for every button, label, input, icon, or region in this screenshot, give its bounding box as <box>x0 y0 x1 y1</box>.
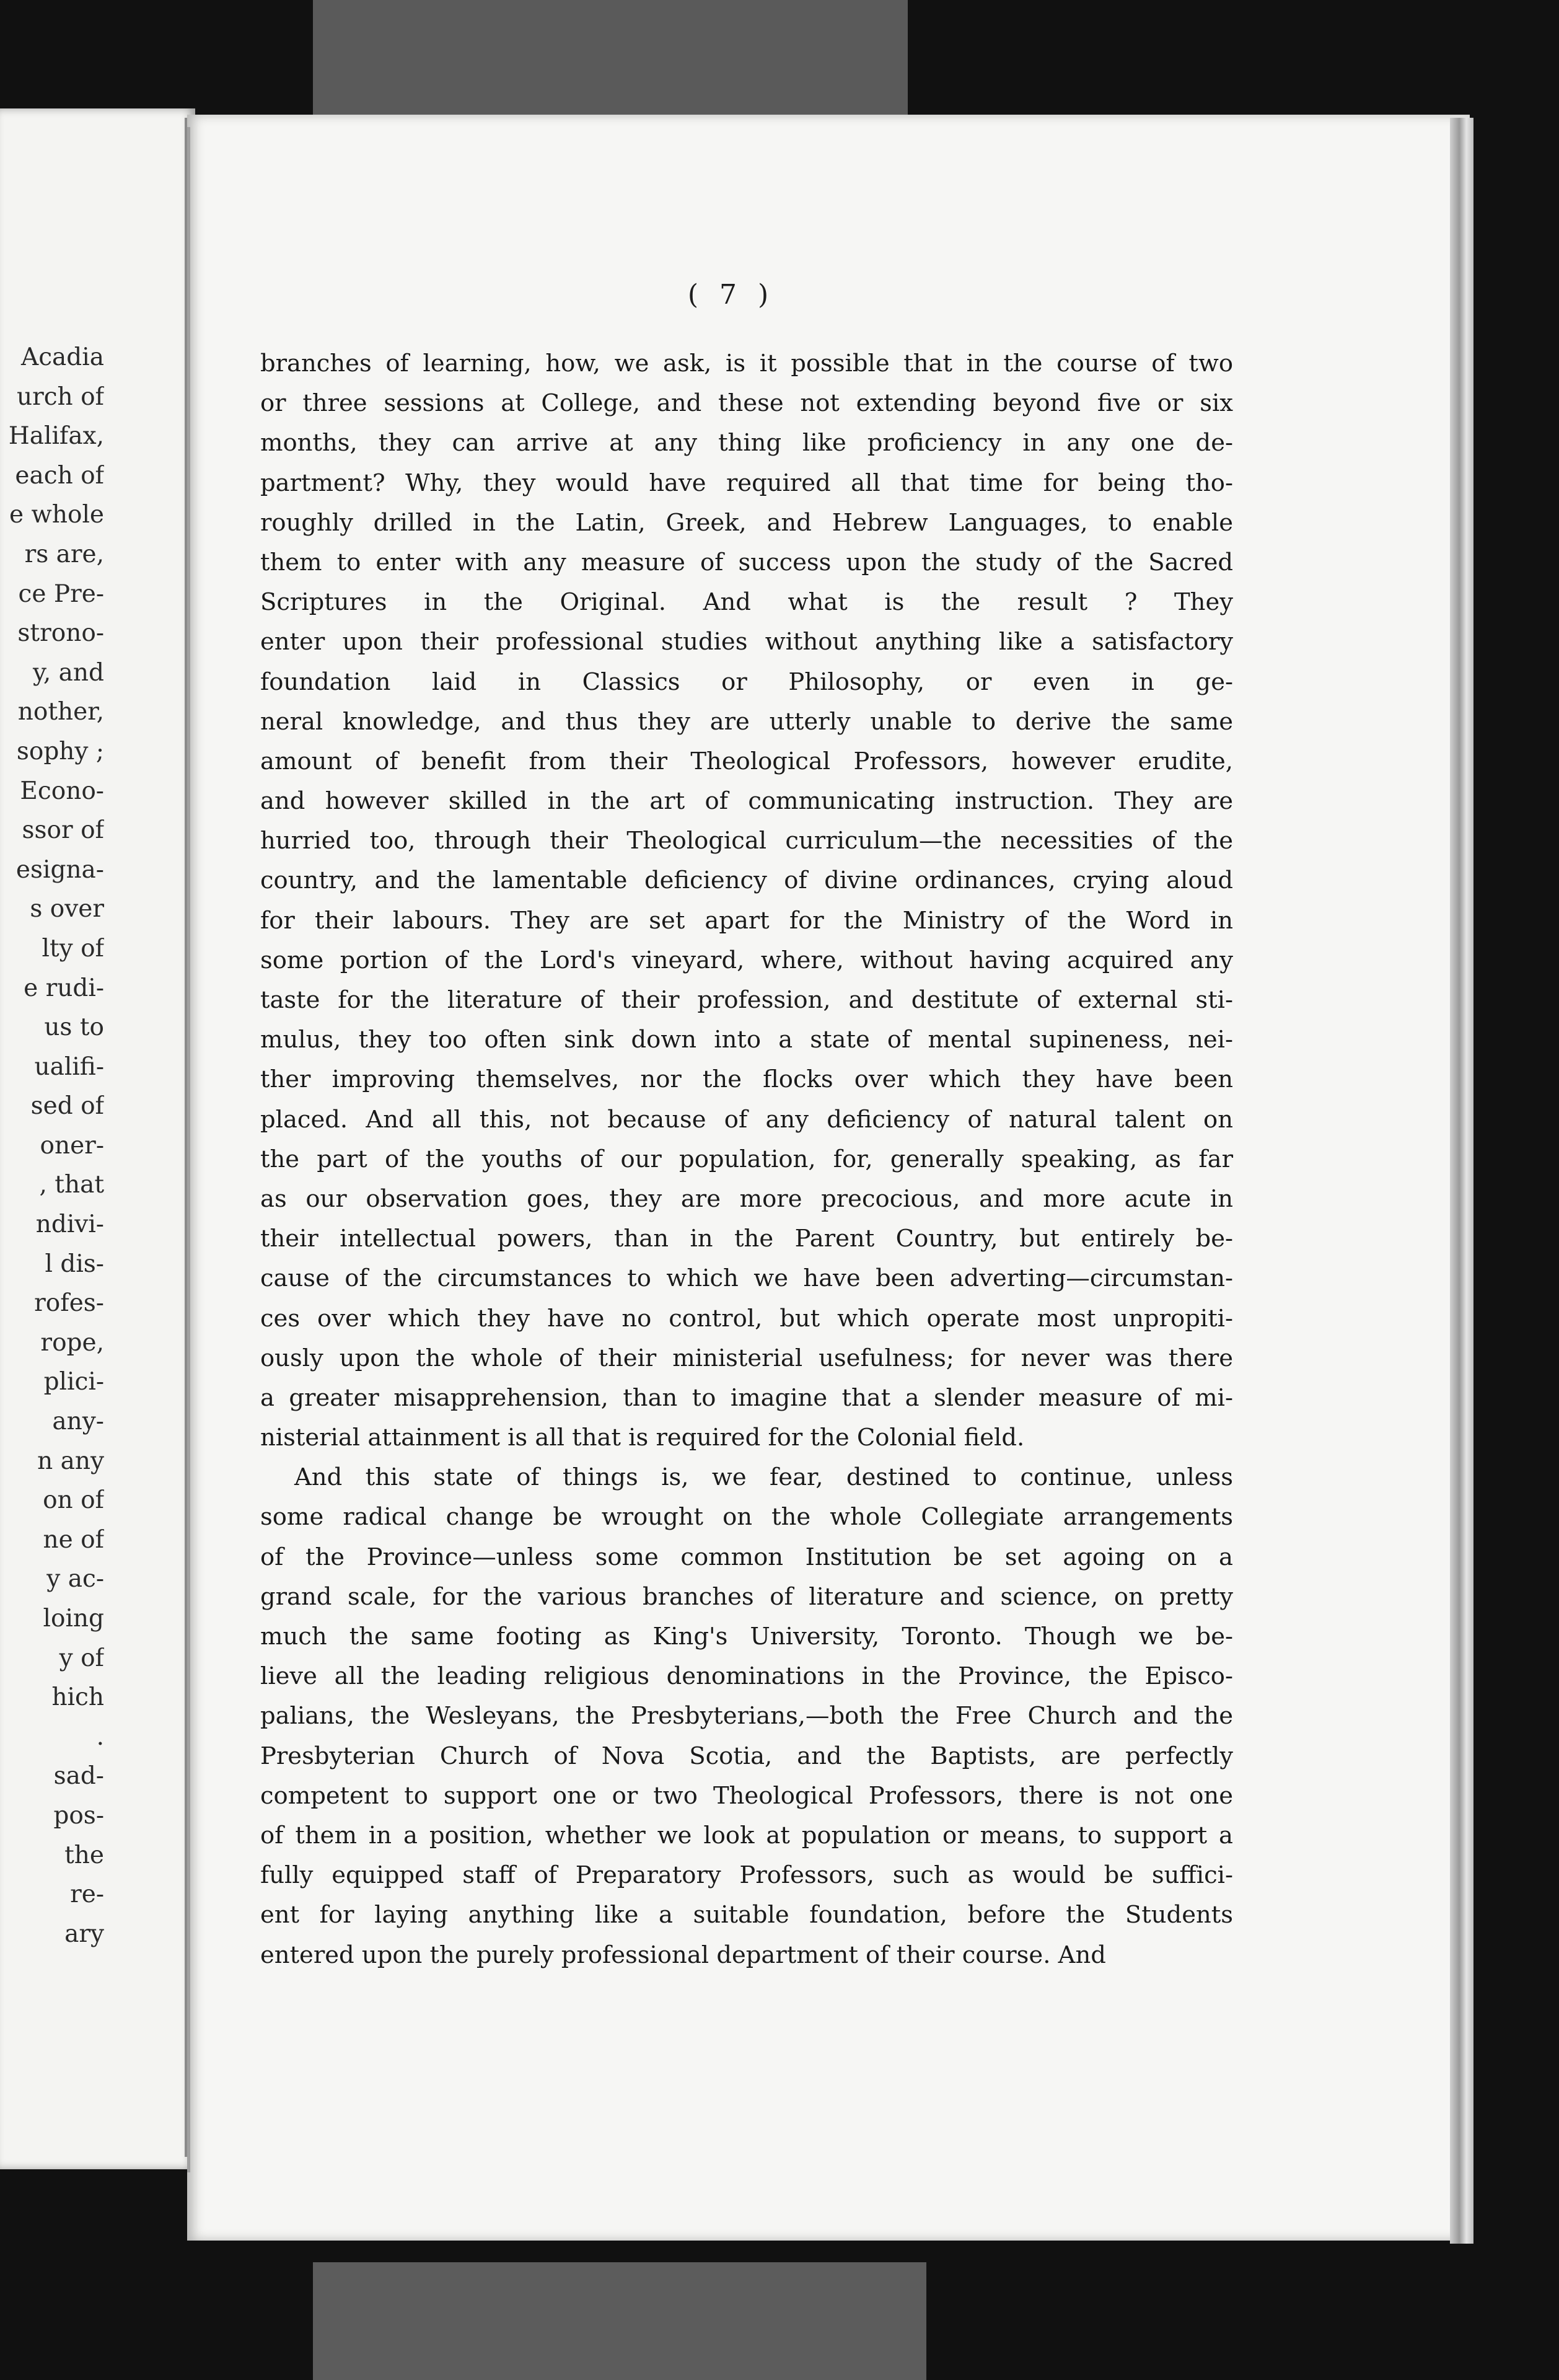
text-line: some radical change be wrought on the whole Collegiate arrangements <box>260 1503 1233 1532</box>
left-page-fragment: ndivi- <box>35 1210 104 1239</box>
scanner-clamp-bottom <box>313 2262 926 2380</box>
text-line: competent to support one or two Theological Professors, there is not one <box>260 1781 1233 1810</box>
left-page-fragment: sed of <box>30 1092 104 1121</box>
left-page-fragment: rope, <box>40 1328 104 1357</box>
left-page-fragment: us to <box>44 1013 104 1042</box>
left-page-fragment: ualifi- <box>34 1052 104 1081</box>
text-line: or three sessions at College, and these not extending beyond five or six <box>260 389 1233 418</box>
left-page-fragment: e rudi- <box>24 974 104 1002</box>
text-line: placed. And all this, not because of any deficiency of natural talent on <box>260 1105 1233 1134</box>
paragraph-1 <box>260 344 1233 1458</box>
text-line: taste for the literature of their profession, and destitute of external sti- <box>260 986 1233 1014</box>
text-line: hurried too, through their Theological curriculum—the necessities of the <box>260 827 1233 855</box>
text-line: much the same footing as King's University, Toronto. Though we be- <box>260 1623 1233 1651</box>
left-page-fragment: the <box>64 1841 104 1869</box>
page-number: ( 7 ) <box>687 279 775 311</box>
left-page-fragment: each of <box>15 461 104 490</box>
left-page-fragment: urch of <box>16 382 104 411</box>
left-page-fragment: pos- <box>53 1801 104 1830</box>
text-line: ther improving themselves, nor the flocks over which they have been <box>260 1065 1233 1094</box>
text-line: ces over which they have no control, but which operate most unpropiti- <box>260 1304 1233 1333</box>
left-page-fragment: rofes- <box>34 1289 104 1318</box>
text-line: the part of the youths of our population, for, generally speaking, as far <box>260 1145 1233 1173</box>
text-line: fully equipped staff of Preparatory Professors, such as would be suffici- <box>260 1861 1233 1890</box>
left-page-fragment: nother, <box>17 698 104 726</box>
left-page-fragment: on of <box>43 1486 104 1515</box>
left-page-fragment: rs are, <box>24 540 104 568</box>
left-page-fragment: n any <box>37 1447 104 1475</box>
text-line: ent for laying anything like a suitable foundation, before the Students <box>260 1901 1233 1929</box>
left-page-fragment: , that <box>39 1171 104 1199</box>
text-line: amount of benefit from their Theological Professors, however erudite, <box>260 747 1233 775</box>
left-page-fragment: lty of <box>42 934 104 963</box>
text-line: partment? Why, they would have required all that time for being tho- <box>260 469 1233 497</box>
left-page-fragment: sophy ; <box>16 737 104 765</box>
text-line: grand scale, for the various branches of literature and science, on pretty <box>260 1582 1233 1611</box>
text-line: months, they can arrive at any thing like proficiency in any one de- <box>260 429 1233 457</box>
text-line: of the Province—unless some common Institution be set agoing on a <box>260 1543 1233 1571</box>
body-text <box>260 344 1233 1975</box>
left-page-fragment: ary <box>64 1919 104 1948</box>
text-line: a greater misapprehension, than to imagine that a slender measure of mi- <box>260 1383 1233 1412</box>
paragraph-2 <box>260 1458 1233 1975</box>
left-page-fragment: Acadia <box>21 343 104 371</box>
text-line: for their labours. They are set apart for the Ministry of the Word in <box>260 906 1233 935</box>
left-page-text-fragments <box>0 338 104 1954</box>
text-line: mulus, they too often sink down into a state of mental supineness, nei- <box>260 1026 1233 1054</box>
left-page-fragment: e whole <box>9 501 104 529</box>
text-line: roughly drilled in the Latin, Greek, and Hebrew Languages, to enable <box>260 508 1233 537</box>
left-page-fragment: oner- <box>40 1131 104 1160</box>
text-line: as our observation goes, they are more precocious, and more acute in <box>260 1184 1233 1213</box>
left-page-fragment: ne of <box>43 1525 104 1554</box>
left-page-fragment: Halifax, <box>8 422 104 451</box>
text-line: ously upon the whole of their ministerial usefulness; for never was there <box>260 1344 1233 1372</box>
left-page-fragment: sad- <box>53 1762 104 1791</box>
text-line: lieve all the leading religious denominations in the Province, the Episco- <box>260 1662 1233 1691</box>
text-line: And this state of things is, we fear, destined to continue, unless <box>294 1463 1233 1492</box>
text-line: of them in a position, whether we look at population or means, to support a <box>260 1821 1233 1849</box>
left-page-fragment: s over <box>30 895 104 923</box>
text-line: Scriptures in the Original. And what is the result ? They <box>260 588 1233 617</box>
text-line: some portion of the Lord's vineyard, where, without having acquired any <box>260 946 1233 974</box>
left-page-fragment: y ac- <box>46 1565 104 1593</box>
left-page-fragment: re- <box>70 1880 104 1909</box>
left-page-fragment: hich <box>51 1683 104 1712</box>
left-page-fragment: l dis- <box>45 1250 104 1278</box>
left-page-fragment: y of <box>59 1644 104 1672</box>
text-line: country, and the lamentable deficiency of divine ordinances, crying aloud <box>260 866 1233 895</box>
text-line: their intellectual powers, than in the Parent Country, but entirely be- <box>260 1225 1233 1253</box>
text-line: cause of the circumstances to which we have been adverting—circumstan- <box>260 1264 1233 1293</box>
text-line: Presbyterian Church of Nova Scotia, and the Baptists, are perfectly <box>260 1742 1233 1770</box>
text-line: palians, the Wesleyans, the Presbyterians,—both the Free Church and the <box>260 1702 1233 1730</box>
text-line: entered upon the purely professional department of their course. And <box>260 1941 1106 1969</box>
text-line: branches of learning, how, we ask, is it possible that in the course of two <box>260 350 1233 377</box>
text-line: neral knowledge, and thus they are utterly unable to derive the same <box>260 707 1233 736</box>
left-page-fragment: strono- <box>17 619 104 648</box>
left-page-fragment: y, and <box>33 658 104 687</box>
scanner-clamp-top <box>313 0 908 115</box>
left-page-fragment: plici- <box>43 1368 104 1396</box>
text-line: nisterial attainment is all that is required for the Colonial field. <box>260 1424 1025 1452</box>
right-page-edge <box>1450 118 1473 2244</box>
book-gutter <box>187 127 190 2172</box>
left-page-fragment: any- <box>52 1408 104 1436</box>
text-line: foundation laid in Classics or Philosophy, or even in ge- <box>260 668 1233 696</box>
text-line: them to enter with any measure of success upon the study of the Sacred <box>260 548 1233 576</box>
left-page-fragment: esigna- <box>15 855 104 884</box>
left-page-fragment: . <box>96 1722 104 1751</box>
left-page-fragment: Econo- <box>20 777 104 805</box>
left-page-fragment: ssor of <box>22 816 104 845</box>
text-line: enter upon their professional studies without anything like a satisfactory <box>260 628 1233 656</box>
left-page-fragment: ce Pre- <box>18 580 104 608</box>
text-line: and however skilled in the art of communicating instruction. They are <box>260 787 1233 816</box>
left-page-fragment: loing <box>43 1605 104 1633</box>
